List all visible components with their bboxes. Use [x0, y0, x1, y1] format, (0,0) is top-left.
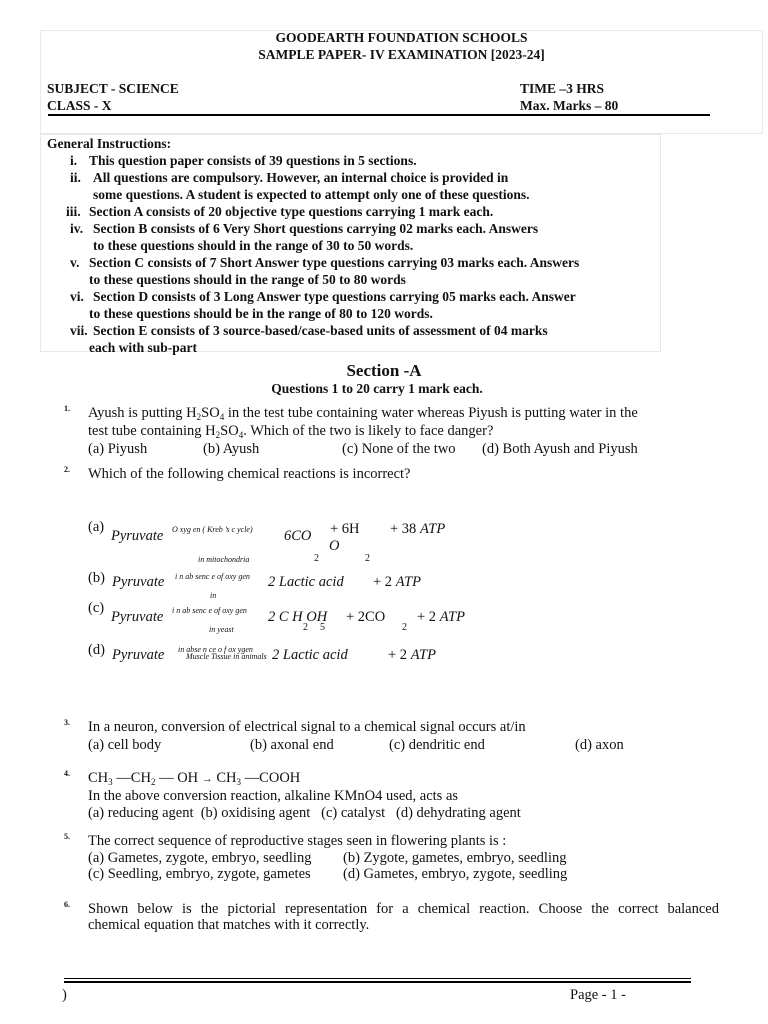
question-6-line-1: Shown below is the pictorial representation for a chemical reaction. Choose the correct balanced [88, 901, 719, 917]
header-rule [48, 114, 710, 116]
reaction-d-label: (d) [88, 642, 105, 658]
class-label: CLASS - X [47, 98, 112, 113]
instruction-text: Section B consists of 6 Very Short questions carrying 02 marks each. Answers [93, 221, 539, 236]
reaction-a-label: (a) [88, 519, 105, 535]
reaction-a-product-1: 6CO [284, 528, 312, 544]
instruction-text: All questions are compulsory. However, an internal choice is provided in [93, 170, 509, 185]
reaction-d-reactant: Pyruvate [112, 647, 165, 663]
section-subtitle: Questions 1 to 20 carry 1 mark each. [271, 381, 483, 396]
instruction-num: iii. [66, 204, 81, 219]
instruction-text: Section C consists of 7 Short Answer type questions carrying 03 marks each. Answers [89, 255, 580, 270]
instruction-text: Section E consists of 3 source-based/case-based units of assessment of 04 marks [93, 323, 548, 338]
option: (b) Ayush [203, 441, 260, 457]
instruction-text: to these questions should be in the range of 80 to 120 words. [89, 306, 433, 321]
instruction-text: to these questions should in the range of 50 to 80 words [89, 272, 406, 287]
instructions-title: General Instructions: [47, 136, 172, 151]
question-number: 2. [64, 465, 70, 474]
reaction-a-plus-water: + 6H [330, 521, 360, 537]
reaction-c-atp: + 2 ATP [417, 609, 465, 625]
reaction-a-reactant: Pyruvate [111, 528, 164, 544]
reaction-b-condition: i n ab senc e of oxy gen [175, 572, 250, 581]
option: (d) axon [575, 737, 624, 753]
option: (c) Seedling, embryo, zygote, gametes [88, 866, 311, 882]
question-number: 5. [64, 832, 70, 841]
subject-label: SUBJECT - SCIENCE [47, 81, 179, 96]
option: (b) axonal end [250, 737, 334, 753]
instruction-num: v. [70, 255, 80, 270]
reaction-c-location: in yeast [209, 625, 234, 634]
subscript: 2 [314, 553, 319, 564]
question-6-line-2: chemical equation that matches with it correctly. [88, 917, 370, 933]
reaction-b-location: in [210, 591, 217, 600]
reaction-b-reactant: Pyruvate [112, 574, 165, 590]
question-1-line-1: Ayush is putting $H_2SO_4$ in the test tube containing water whereas Piyush is putting water in the [88, 405, 638, 422]
exam-title: SAMPLE PAPER- IV EXAMINATION [2023-24] [258, 47, 545, 62]
reaction-d-location: Muscle Tissue in animals [186, 652, 267, 661]
question-number: 3. [64, 718, 70, 727]
instruction-num: vii. [70, 323, 88, 338]
question-4-options: (a) reducing agent (b) oxidising agent (c) catalyst (d) dehydrating agent [88, 805, 521, 821]
reaction-a-atp: + 38 ATP [390, 521, 446, 537]
time-label: TIME –3 HRS [520, 81, 605, 96]
page-number: Page - 1 - [570, 987, 626, 1003]
reaction-d-product: 2 Lactic acid [272, 647, 348, 663]
instruction-text: Section D consists of 3 Long Answer type questions carrying 05 marks each. Answer [93, 289, 576, 304]
reaction-c-product-1: 2 C H OH [268, 609, 328, 625]
reaction-c-condition: i n ab senc e of oxy gen [172, 606, 247, 615]
section-title: Section -A [346, 361, 422, 380]
question-4-equation: $CH_3$ $—CH_2$ — OH → $CH_3$ —COOH [88, 770, 301, 787]
instruction-text: This question paper consists of 39 questions in 5 sections. [89, 153, 417, 168]
option: (c) dendritic end [389, 737, 485, 753]
reaction-a-water-o: O [329, 538, 340, 554]
question-5-text: The correct sequence of reproductive stages seen in flowering plants is : [88, 833, 507, 849]
reaction-d-condition: in abse n ce o f ox ygen [178, 645, 253, 654]
reaction-c-label: (c) [88, 600, 105, 616]
instruction-num: ii. [70, 170, 81, 185]
option: (d) Gametes, embryo, zygote, seedling [343, 866, 568, 882]
option: (a) cell body [88, 737, 162, 753]
question-3-text: In a neuron, conversion of electrical signal to a chemical signal occurs at/in [88, 719, 526, 735]
question-number: 1. [64, 404, 70, 413]
reaction-b-product: 2 Lactic acid [268, 574, 344, 590]
footer-rule [64, 981, 691, 983]
footer-left-mark: ) [62, 987, 67, 1003]
subscript: 2 [365, 553, 370, 564]
reaction-d-atp: + 2 ATP [388, 647, 436, 663]
option: (a) Gametes, zygote, embryo, seedling [88, 850, 312, 866]
question-number: 4. [64, 769, 70, 778]
reaction-c-co2: + 2CO [346, 609, 386, 625]
reaction-a-condition: O xyg en ( Kreb ’s c ycle) [172, 525, 253, 534]
reaction-b-atp: + 2 ATP [373, 574, 421, 590]
instruction-num: i. [70, 153, 78, 168]
instruction-text: to these questions should in the range of 30 to 50 words. [93, 238, 414, 253]
option: (b) Zygote, gametes, embryo, seedling [343, 850, 567, 866]
subscript: 2 [303, 622, 308, 633]
option: (c) None of the two [342, 441, 456, 457]
instruction-text: each with sub-part [89, 340, 198, 355]
instruction-text: some questions. A student is expected to attempt only one of these questions. [93, 187, 530, 202]
reaction-c-reactant: Pyruvate [111, 609, 164, 625]
option: (a) Piyush [88, 441, 148, 457]
reaction-b-label: (b) [88, 570, 105, 586]
max-marks-label: Max. Marks – 80 [520, 98, 619, 113]
reaction-a-location: in mitochondria [198, 555, 250, 564]
subscript: 2 [402, 622, 407, 633]
question-2-text: Which of the following chemical reactions is incorrect? [88, 466, 411, 482]
question-4-text: In the above conversion reaction, alkaline KMnO4 used, acts as [88, 788, 459, 804]
instruction-text: Section A consists of 20 objective type questions carrying 1 mark each. [89, 204, 494, 219]
instruction-num: iv. [70, 221, 84, 236]
question-number: 6. [64, 900, 70, 909]
instruction-num: vi. [70, 289, 84, 304]
footer-rule [64, 978, 691, 979]
subscript: 5 [320, 622, 325, 633]
question-1-line-2: test tube containing $H_2SO_4$. Which of the two is likely to face danger? [88, 423, 494, 440]
option: (d) Both Ayush and Piyush [482, 441, 638, 457]
school-name: GOODEARTH FOUNDATION SCHOOLS [275, 30, 528, 45]
